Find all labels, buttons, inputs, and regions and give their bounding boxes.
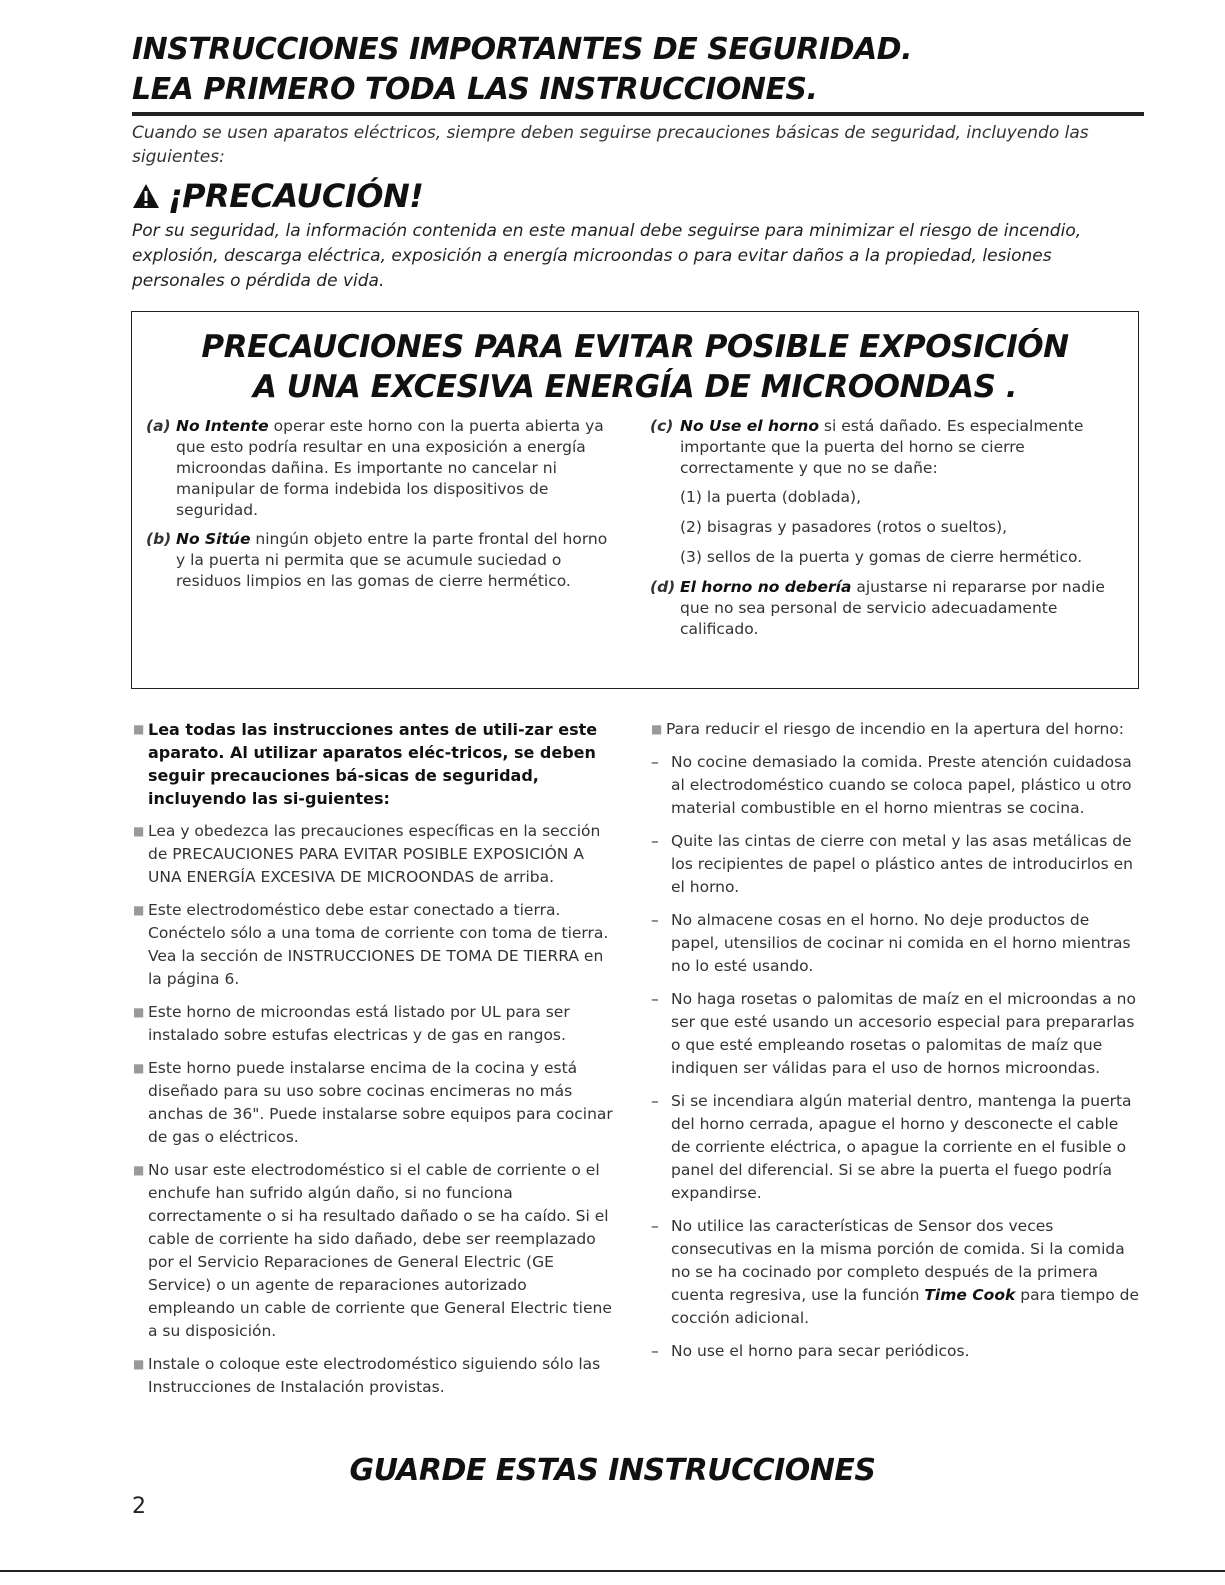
precaution-item-c — [650, 416, 1126, 479]
time-cook-label: Time Cook — [924, 1286, 1016, 1304]
dash-item — [651, 830, 1141, 899]
dash-icon: – — [651, 1217, 659, 1235]
list-item — [133, 1353, 618, 1399]
box-title-line-1: PRECAUCIONES PARA EVITAR POSIBLE EXPOSICIÓN — [201, 329, 1069, 365]
item-lead: No Sitúe — [176, 530, 251, 548]
sub-item: (2) bisagras y pasadores (rotos o sueltos), — [680, 518, 1008, 536]
footer-title: GUARDE ESTAS INSTRUCCIONES — [349, 1453, 876, 1488]
dash-item — [651, 1215, 1141, 1330]
dash-icon: – — [651, 753, 659, 771]
dash-item — [651, 909, 1141, 978]
bullet-text: Instale o coloque este electrodoméstico siguiendo sólo las Instrucciones de Instalación provistas. — [148, 1355, 601, 1396]
dash-item — [651, 1090, 1141, 1205]
sensor-text-after: para tiempo de cocción adicional. — [671, 1286, 1140, 1327]
bullet-square-icon: ■ — [133, 1163, 145, 1177]
dash-item — [651, 751, 1141, 820]
bullet-square-icon: ■ — [133, 903, 145, 917]
door-damage-list — [680, 487, 1126, 568]
dash-item — [651, 1340, 1141, 1363]
bullet-text: Este horno de microondas está listado por UL para ser instalado sobre estufas electricas y de gas en rangos. — [148, 1003, 570, 1044]
bullet-square-icon: ■ — [133, 1061, 145, 1075]
bullet-square-icon: ■ — [133, 1357, 145, 1371]
dash-icon: – — [651, 911, 659, 929]
warning-triangle-icon — [132, 183, 160, 209]
sensor-text — [671, 1215, 1141, 1330]
list-item — [133, 899, 618, 991]
sub-item: (3) sellos de la puerta y gomas de cierre hermético. — [680, 548, 1083, 566]
page-title — [132, 30, 1152, 110]
item-lead: No Intente — [176, 417, 269, 435]
lead-bullet — [133, 718, 618, 810]
box-left-column — [146, 416, 616, 600]
item-letter: (d) — [650, 578, 676, 596]
microwave-precautions-box — [131, 311, 1139, 689]
dash-text: Quite las cintas de cierre con metal y las asas metálicas de los recipientes de papel o plástico antes de introducirlos en el horno. — [671, 832, 1133, 896]
dash-text: No cocine demasiado la comida. Preste atención cuidadosa al electrodoméstico cuando se coloca papel, plástico u otro material combustible en el horno mientras se cocina. — [671, 753, 1132, 817]
item-lead: No Use el horno — [680, 417, 819, 435]
bullet-square-icon: ■ — [133, 722, 145, 736]
item-text: si está dañado. Es especialmente importante que la puerta del horno se cierre correctamente y que no se dañe: — [680, 417, 1084, 477]
item-letter: (a) — [146, 417, 171, 435]
caution-text: Por su seguridad, la información contenida en este manual debe seguirse para minimizar el riesgo de incendio, explosión, descarga eléctrica, exposición a energía microondas o para evitar daños a la propiedad, lesiones personales o pérdida de vida. — [132, 221, 1082, 291]
item-text: ajustarse ni repararse por nadie que no sea personal de servicio adecuadamente calificado. — [680, 578, 1105, 638]
dash-icon: – — [651, 1342, 659, 1360]
dash-icon: – — [651, 990, 659, 1008]
box-right-column — [650, 416, 1126, 648]
sensor-text-before: No utilice las características de Sensor dos veces consecutivas en la misma porción de comida. Si la comida no se ha cocinado por completo después de la primera cuenta regresiva, use la función — [671, 1217, 1125, 1304]
sub-item: (1) la puerta (doblada), — [680, 488, 862, 506]
caution-heading — [132, 174, 423, 218]
dash-item — [651, 988, 1141, 1080]
box-title-line-2: A UNA EXCESIVA ENERGÍA DE MICROONDAS . — [252, 369, 1018, 405]
title-divider — [132, 112, 1144, 116]
lead-bullet — [651, 718, 1141, 741]
list-item — [133, 820, 618, 889]
right-column — [651, 718, 1141, 1373]
list-item — [133, 1001, 618, 1047]
item-lead: El horno no debería — [680, 578, 852, 596]
bullet-text: Para reducir el riesgo de incendio en la apertura del horno: — [666, 720, 1124, 738]
list-item — [133, 1159, 618, 1343]
intro-text: Cuando se usen aparatos eléctricos, siempre deben seguirse precauciones básicas de seguridad, incluyendo las siguientes: — [132, 123, 1089, 167]
dash-text: No haga rosetas o palomitas de maíz en el microondas a no ser que esté usando un accesorio especial para prepararlas o que esté empleando rosetas o palomitas de maíz que indiquen ser válidas para el uso de hornos microondas. — [671, 990, 1136, 1077]
dash-icon: – — [651, 1092, 659, 1110]
box-title — [132, 327, 1138, 407]
list-item — [133, 1057, 618, 1149]
dash-icon: – — [651, 832, 659, 850]
bullet-square-icon: ■ — [133, 1005, 145, 1019]
page-title-line-1: INSTRUCCIONES IMPORTANTES DE SEGURIDAD. — [132, 32, 912, 67]
caution-title: ¡PRECAUCIÓN! — [168, 177, 424, 215]
dash-text: Si se incendiara algún material dentro, mantenga la puerta del horno cerrada, apague el horno y desconecte el cable de corriente eléctrica, o apague la corriente en el fusible o panel del diferencial. Si se abre la puerta el fuego podría expandirse. — [671, 1092, 1132, 1202]
item-text: operar este horno con la puerta abierta ya que esto podría resultar en una exposición a energía microondas dañina. Es importante no cancelar ni manipular de forma indebida los dispositivos de seguridad. — [176, 417, 604, 519]
dash-text: No almacene cosas en el horno. No deje productos de papel, utensilios de cocinar ni comida en el horno mientras no lo esté usando. — [671, 911, 1131, 975]
bullet-square-icon: ■ — [133, 824, 145, 838]
precaution-item-d — [650, 577, 1126, 640]
bullet-text: No usar este electrodoméstico si el cable de corriente o el enchufe han sufrido algún daño, si no funciona correctamente o si ha resultado dañado o se ha caído. Si el cable de corriente ha sido dañado, debe ser reemplazado por el Servicio Reparaciones de General Electric (GE Service) o un agente de reparaciones autorizado empleando un cable de corriente que General Electric tiene a su disposición. — [148, 1161, 612, 1340]
bottom-divider — [0, 1570, 1225, 1572]
item-letter: (b) — [146, 530, 172, 548]
bullet-text: Lea todas las instrucciones antes de utili-zar este aparato. Al utilizar aparatos eléc-tricos, se deben seguir precauciones bá-sicas de seguridad, incluyendo las si-guientes: — [148, 720, 598, 808]
bullet-text: Este electrodoméstico debe estar conectado a tierra. Conéctelo sólo a una toma de corriente con toma de tierra. Vea la sección de INSTRUCCIONES DE TOMA DE TIERRA en la página 6. — [148, 901, 609, 988]
bullet-square-icon: ■ — [651, 722, 663, 736]
page-number: 2 — [132, 1494, 146, 1519]
precaution-item-a — [146, 416, 616, 521]
bullet-text: Este horno puede instalarse encima de la cocina y está diseñado para su uso sobre cocinas encimeras no más anchas de 36". Puede instalarse sobre equipos para cocinar de gas o eléctricos. — [148, 1059, 613, 1146]
dash-text: No use el horno para secar periódicos. — [671, 1342, 970, 1360]
item-letter: (c) — [650, 417, 674, 435]
bullet-text: Lea y obedezca las precauciones específicas en la sección de PRECAUCIONES PARA EVITAR POSIBLE EXPOSICIÓN A UNA ENERGÍA EXCESIVA DE MICROONDAS de arriba. — [148, 822, 601, 886]
page-title-line-2: LEA PRIMERO TODA LAS INSTRUCCIONES. — [132, 72, 818, 107]
left-column — [133, 718, 618, 1409]
item-text: ningún objeto entre la parte frontal del horno y la puerta ni permita que se acumule suciedad o residuos limpios en las gomas de cierre hermético. — [176, 530, 608, 590]
precaution-item-b — [146, 529, 616, 592]
